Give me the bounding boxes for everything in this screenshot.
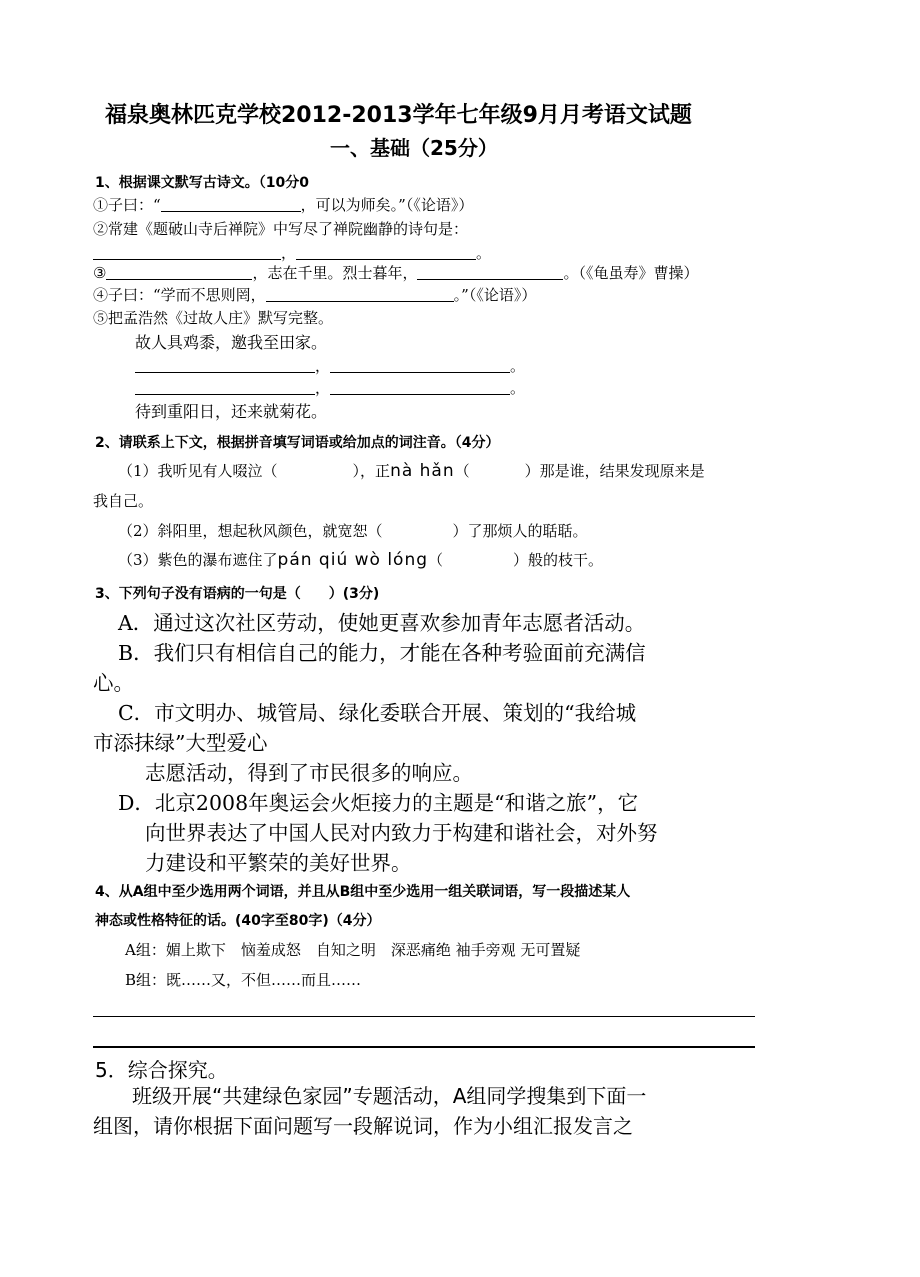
q2-item3-part-b: （ <box>428 551 444 569</box>
q3-heading: 3、下列句子没有语病的一句是（ ）(3分) <box>95 586 380 602</box>
q2-item-2 <box>118 520 588 541</box>
poem-sep: ， <box>315 379 331 397</box>
q4-heading-line1: 4、从A组中至少选用两个词语，并且从B组中至少选用一组关联词语，写一段描述某人 <box>95 884 631 900</box>
answer-blank[interactable] <box>417 264 563 280</box>
q3-option-b-line1: B．我们只有相信自己的能力，才能在各种考验面前充满信 <box>118 641 646 665</box>
q3-option-c-line3: 志愿活动，得到了市民很多的响应。 <box>145 761 473 785</box>
q2-item1-part-a: （1）我听见有人啜泣（ <box>118 462 278 480</box>
q1-heading: 1、根据课文默写古诗文。（10分0 <box>95 175 309 191</box>
q3-option-d-line3: 力建设和平繁荣的美好世界。 <box>145 851 412 875</box>
q1-line2: ②常建《题破山寺后禅院》中写尽了禅院幽静的诗句是： <box>93 220 469 238</box>
q2-item3-part-c: ）般的枝干。 <box>513 551 604 569</box>
poem-first-line: 故人具鸡黍，邀我至田家。 <box>135 333 328 352</box>
section-heading: 一、基础（25分） <box>330 136 498 160</box>
answer-blank[interactable] <box>135 357 315 373</box>
poem-last-line: 待到重阳日，还来就菊花。 <box>135 402 328 421</box>
q3-option-c-line2: 市添抹绿”大型爱心 <box>93 731 268 755</box>
answer-blank[interactable] <box>266 286 454 302</box>
q5-paragraph-line1: 班级开展“共建绿色家园”专题活动，A组同学搜集到下面一 <box>132 1084 647 1108</box>
q3-option-d-line1: D．北京2008年奥运会火炬接力的主题是“和谐之旅”，它 <box>118 791 639 815</box>
q4-group-a: A组：媚上欺下 恼羞成怒 自知之明 深恶痛绝 袖手旁观 无可置疑 <box>125 941 581 959</box>
q3-option-a: A．通过这次社区劳动，使她更喜欢参加青年志愿者活动。 <box>118 611 646 635</box>
q1-line1-prefix: ①子曰：“ <box>93 196 161 214</box>
poem-sep: ， <box>315 357 331 375</box>
q4-group-b: B组：既……又，不但……而且…… <box>125 971 362 989</box>
answer-blank[interactable] <box>330 379 510 395</box>
q1-line4 <box>93 284 536 305</box>
q3-option-b-line2: 心。 <box>93 671 134 695</box>
q2-item1-part-d: ）那是谁，结果发现原来是 <box>524 462 705 480</box>
q2-item3-part-a: （3）紫色的瀑布遮住了 <box>118 551 278 569</box>
q1-line2b <box>93 242 491 263</box>
exam-title: 福泉奥林匹克学校2012-2013学年七年级9月月考语文试题 <box>105 103 692 128</box>
answer-blank[interactable] <box>106 264 252 280</box>
q5-paragraph-line2: 组图，请你根据下面问题写一段解说词，作为小组汇报发言之 <box>93 1114 633 1138</box>
q2-item2-part-a: （2）斜阳里，想起秋风颜色，就宽恕（ <box>118 522 383 540</box>
q2-item3-pinyin: pán qiú wò lóng <box>277 550 429 570</box>
q2-item2-part-b: ）了那烦人的聒聒。 <box>452 522 588 540</box>
q2-item-1-continued: 我自己。 <box>93 492 154 510</box>
q1-line3-prefix: ③ <box>93 264 107 282</box>
q2-item-3 <box>118 549 603 570</box>
poem-blank-line-1 <box>135 355 525 376</box>
q1-line3-mid: ，志在千里。烈士暮年， <box>252 264 418 282</box>
answer-blank[interactable] <box>93 244 281 260</box>
q1-line3 <box>93 262 698 283</box>
answer-line[interactable] <box>93 1046 755 1048</box>
poem-end: 。 <box>510 357 526 375</box>
q2-item1-pinyin: nà hǎn <box>390 461 455 481</box>
q1-line4-prefix: ④子曰：“学而不思则罔， <box>93 286 266 304</box>
q1-line5: ⑤把孟浩然《过故人庄》默写完整。 <box>93 309 334 327</box>
q1-line2b-sep: ， <box>281 244 297 262</box>
q1-line3-suffix: 。（《龟虽寿》曹操） <box>563 264 699 282</box>
poem-blank-line-2 <box>135 377 525 398</box>
answer-line[interactable] <box>93 1016 755 1017</box>
q4-heading-line2: 神态或性格特征的话。(40字至80字)（4分） <box>95 913 381 929</box>
q1-line4-suffix: 。”（《论语》） <box>453 286 537 304</box>
q1-line2b-end: 。 <box>476 244 492 262</box>
q2-item1-part-b: ），正 <box>352 462 391 480</box>
answer-blank[interactable] <box>330 357 510 373</box>
answer-blank[interactable] <box>161 196 301 212</box>
q1-line1 <box>93 194 473 215</box>
q3-option-d-line2: 向世界表达了中国人民对内致力于构建和谐社会，对外努 <box>145 821 658 845</box>
q1-line1-suffix: ，可以为师矣。”（《论语》） <box>300 196 474 214</box>
q3-option-c-line1: C．市文明办、城管局、绿化委联合开展、策划的“我给城 <box>118 701 637 725</box>
answer-blank[interactable] <box>296 244 476 260</box>
q5-heading: 5．综合探究。 <box>95 1058 228 1082</box>
q2-heading: 2、请联系上下文，根据拼音填写词语或给加点的词注音。（4分） <box>95 435 500 451</box>
poem-end: 。 <box>510 379 526 397</box>
q2-item-1 <box>118 460 705 481</box>
q2-item1-part-c: （ <box>454 462 470 480</box>
answer-blank[interactable] <box>135 379 315 395</box>
